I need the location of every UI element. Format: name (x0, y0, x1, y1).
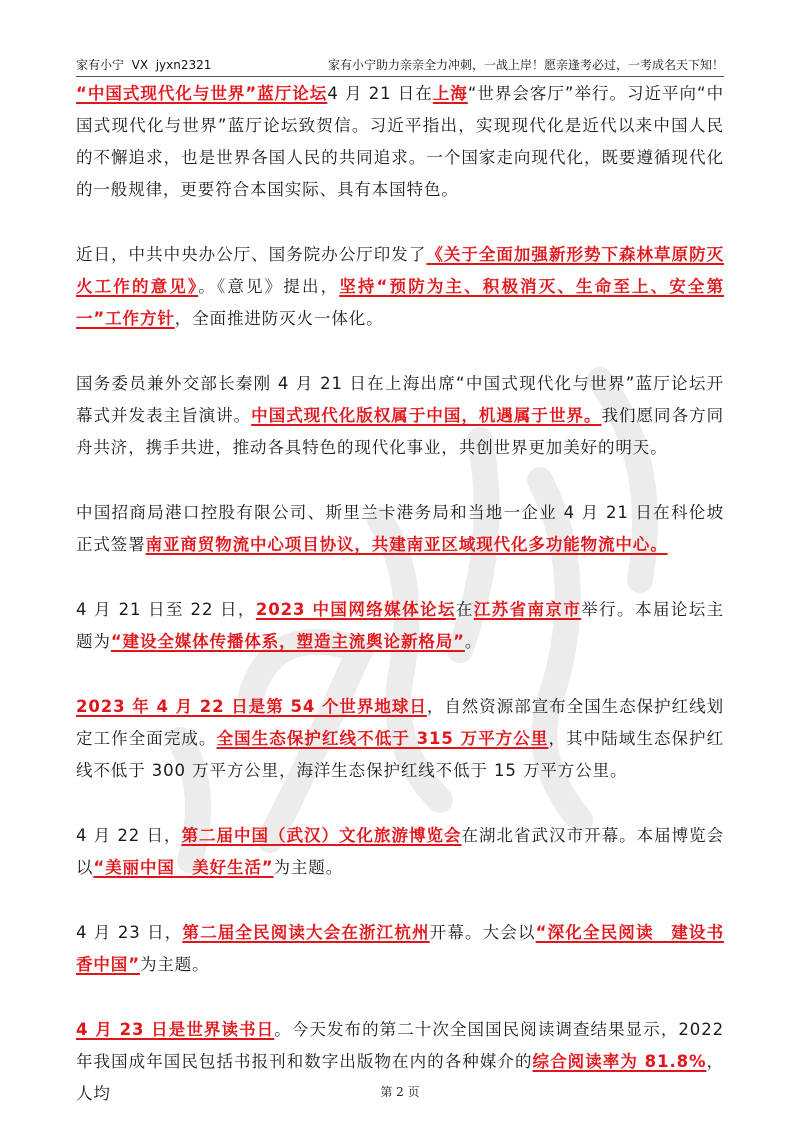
paragraph-text: ，其中陆域生态保护红线不低于 300 万平方公里，海洋生态保护红线不低于 15 万平方公里。 (76, 729, 724, 780)
news-paragraph (76, 78, 724, 206)
highlighted-keyphrase: 坚持“预防为主、积极消灭、生命至上、安全第一”工作方针 (76, 277, 724, 328)
news-paragraph (76, 820, 724, 884)
news-paragraph (76, 917, 724, 981)
paragraph-text: 在 (455, 600, 474, 619)
highlighted-keyphrase: 上海 (432, 84, 468, 103)
page-header (76, 56, 724, 74)
page-number: 第 2 页 (380, 1085, 420, 1099)
news-paragraph (76, 368, 724, 464)
highlighted-keyphrase: 江苏省南京市 (473, 600, 582, 619)
paragraph-text: 中国招商局港口控股有限公司、斯里兰卡港务局和当地一企业 4 月 21 日在科伦坡正式签署 (76, 503, 724, 554)
highlighted-keyphrase: “美丽中国 美好生活” (93, 858, 274, 877)
paragraph-text: 。今天发布的第二十次全国国民阅读调查结果显示，2022 年我国成年国民包括书报刊和数字出版物在内的各种媒介的 (76, 1020, 725, 1071)
highlighted-keyphrase: 综合阅读率为 81.8% (532, 1052, 707, 1071)
header-divider (76, 76, 724, 77)
news-paragraph (76, 239, 724, 335)
header-left-text: 家有小宁 VX jyxn2321 (76, 58, 212, 72)
paragraph-text: 近日，中共中央办公厅、国务院办公厅印发了 (76, 245, 427, 264)
article-body (76, 78, 724, 1143)
paragraph-text: 国务委员兼外交部长秦刚 4 月 21 日在上海出席“中国式现代化与世界”蓝厅论坛开幕式并发表主旨演讲。 (76, 374, 724, 425)
news-paragraph (76, 691, 724, 787)
paragraph-text: 为主题。 (273, 858, 344, 877)
highlighted-keyphrase: 《关于全面加强新形势下森林草原防灭火工作的意见》 (76, 245, 724, 296)
highlighted-keyphrase: 4 月 23 日是世界读书日 (76, 1020, 275, 1039)
paragraph-text: 我们愿同各方同舟共济，携手共进，推动各具特色的现代化事业，共创世界更加美好的明天。 (76, 406, 724, 457)
paragraph-text: 。 (464, 632, 483, 651)
highlighted-keyphrase: “深化全民阅读 建设书香中国” (76, 923, 724, 974)
paragraph-text: 。《意见》提出， (198, 277, 340, 296)
highlighted-keyphrase: 中国式现代化版权属于中国，机遇属于世界。 (251, 406, 602, 425)
paragraph-text: 4 月 21 日至 22 日， (76, 600, 256, 619)
highlighted-keyphrase: 2023 中国网络媒体论坛 (255, 600, 456, 619)
paragraph-text: “世界会客厅”举行。习近平向“中国式现代化与世界”蓝厅论坛致贺信。习近平指出，实现现代化是近代以来中国人民的不懈追求，也是世界各国人民的共同追求。一个国家走向现代化，既要遵循现代化的一般规律，更要符合本国实际、具有本国特色。 (76, 84, 724, 199)
highlighted-keyphrase: 2023 年 4 月 22 日是第 54 个世界地球日 (76, 697, 427, 716)
paragraph-text: 4 月 22 日， (76, 826, 182, 845)
paragraph-text: ，自然资源部宣布全国生态保护红线划定工作全面完成。 (76, 697, 724, 748)
paragraph-text: 4 月 23 日， (76, 923, 183, 942)
highlighted-keyphrase: 第二届中国（武汉）文化旅游博览会 (181, 826, 462, 845)
news-paragraph (76, 497, 724, 561)
paragraph-text: ，全面推进防灭火一体化。 (174, 309, 384, 328)
highlighted-keyphrase: “建设全媒体传播体系，塑造主流舆论新格局” (110, 632, 465, 651)
header-right-text: 家有小宁助力亲亲全力冲刺，一战上岸！愿亲逢考必过，一考成名天下知！ (327, 58, 724, 72)
paragraph-text: 为主题。 (139, 955, 210, 974)
highlighted-keyphrase: “中国式现代化与世界”蓝厅论坛 (76, 84, 328, 103)
highlighted-keyphrase: 南亚商贸物流中心项目协议，共建南亚区域现代化多功能物流中心。 (145, 535, 668, 554)
highlighted-keyphrase: 全国生态保护红线不低于 315 万平方公里 (216, 729, 549, 748)
paragraph-text: 举行。本届论坛主题为 (76, 600, 725, 651)
paragraph-text: ，人均 (76, 1052, 724, 1103)
highlighted-keyphrase: 第二届全民阅读大会在浙江杭州 (182, 923, 430, 942)
paragraph-text: 4 月 21 日在 (327, 84, 433, 103)
paragraph-text: 开幕。大会以 (429, 923, 536, 942)
paragraph-text: 在湖北省武汉市开幕。本届博览会以 (76, 826, 725, 877)
news-paragraph (76, 594, 724, 658)
